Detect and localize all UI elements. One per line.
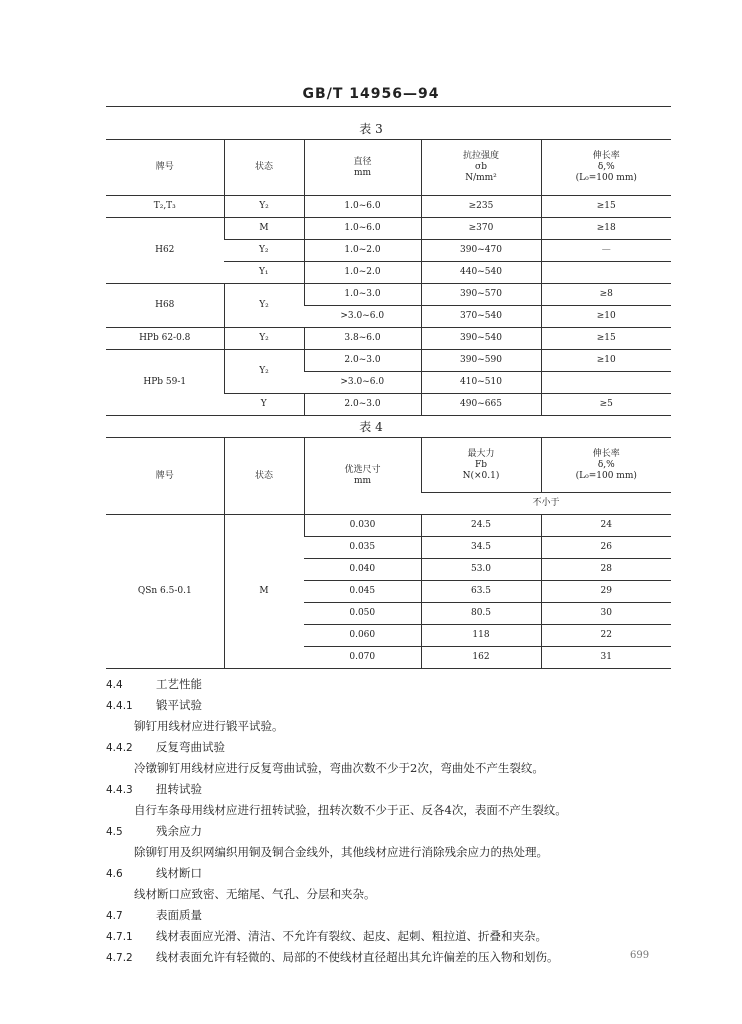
header-rule [106,106,671,107]
table-row: HPb 62-0.8 Y₂ 3.8~6.0 390~540 ≥15 [106,328,671,350]
page-number: 699 [630,950,650,961]
table4-caption: 表 4 [359,420,383,434]
section-paragraph: 除铆钉用及织网编织用铜及铜合金线外，其他线材应进行消除残余应力的热处理。 [134,845,548,859]
table-row: 0.045 63.5 29 [106,581,671,603]
table-row: H68 Y₂ 1.0~3.0 390~570 ≥8 [106,284,671,306]
section-heading: 4.6 线材断口 [106,866,202,880]
document-header: GB/T 14956—94 [302,86,440,102]
section-heading: 4.4 工艺性能 [106,677,202,691]
table-row: >3.0~6.0 370~540 ≥10 [106,306,671,328]
section-paragraph: 4.7.2 线材表面允许有轻微的、局部的不使线材直径超出其允许偏差的压入物和划伤。 [106,950,559,964]
table-row: Y₂ 1.0~2.0 390~470 — [106,240,671,262]
table-row: 0.070 162 31 [106,647,671,669]
section-paragraph: 自行车条母用线材应进行扭转试验，扭转次数不少于正、反各4次，表面不产生裂纹。 [134,803,567,817]
table-row: Y 2.0~3.0 490~665 ≥5 [106,394,671,416]
table-row: H62 M 1.0~6.0 ≥370 ≥18 [106,218,671,240]
table3-header-state: 状态 [224,140,304,196]
section-paragraph: 4.7.1 线材表面应光滑、清洁、不允许有裂纹、起皮、起刺、粗拉道、折叠和夹杂。 [106,929,547,943]
table3-header-strength: 抗拉强度 σb N/mm² [421,140,541,196]
table3-header-diameter: 直径 mm [304,140,421,196]
table-row: 0.040 53.0 28 [106,559,671,581]
table-row: 0.035 34.5 26 [106,537,671,559]
section-heading: 4.4.2 反复弯曲试验 [106,740,225,754]
section-paragraph: 冷镦铆钉用线材应进行反复弯曲试验，弯曲次数不少于2次，弯曲处不产生裂纹。 [134,761,544,775]
table-row: HPb 59-1 Y₂ 2.0~3.0 390~590 ≥10 [106,350,671,372]
table4-state: M [224,515,304,669]
section-text [106,674,671,968]
section-paragraph: 铆钉用线材应进行锻平试验。 [134,719,284,733]
table3-header-elongation: 伸长率 δ,% (L₀=100 mm) [541,140,671,196]
table4-header-min: 不小于 [421,493,671,515]
table3 [106,139,671,416]
table-row: Y₁ 1.0~2.0 440~540 [106,262,671,284]
section-heading: 4.4.3 扭转试验 [106,782,202,796]
section-heading: 4.7 表面质量 [106,908,202,922]
table3-caption: 表 3 [359,122,383,136]
table4-header-grade: 牌号 [106,438,224,515]
table4-header-elongation: 伸长率 δ,% (L₀=100 mm) [541,438,671,493]
table4-header-state: 状态 [224,438,304,515]
table-row: 0.060 118 22 [106,625,671,647]
table4-header-force: 最大力 Fb N(×0.1) [421,438,541,493]
section-heading: 4.4.1 锻平试验 [106,698,202,712]
table-row: >3.0~6.0 410~510 [106,372,671,394]
table3-header-grade: 牌号 [106,140,224,196]
table4-grade: QSn 6.5-0.1 [106,515,224,669]
table-row: T₂,T₃ Y₂ 1.0~6.0 ≥235 ≥15 [106,196,671,218]
table4-header-size: 优选尺寸 mm [304,438,421,515]
table-row: QSn 6.5-0.1 M 0.030 24.5 24 [106,515,671,537]
table-row: 0.050 80.5 30 [106,603,671,625]
section-paragraph: 线材断口应致密、无缩尾、气孔、分层和夹杂。 [134,887,376,901]
section-heading: 4.5 残余应力 [106,824,202,838]
table4 [106,437,671,669]
